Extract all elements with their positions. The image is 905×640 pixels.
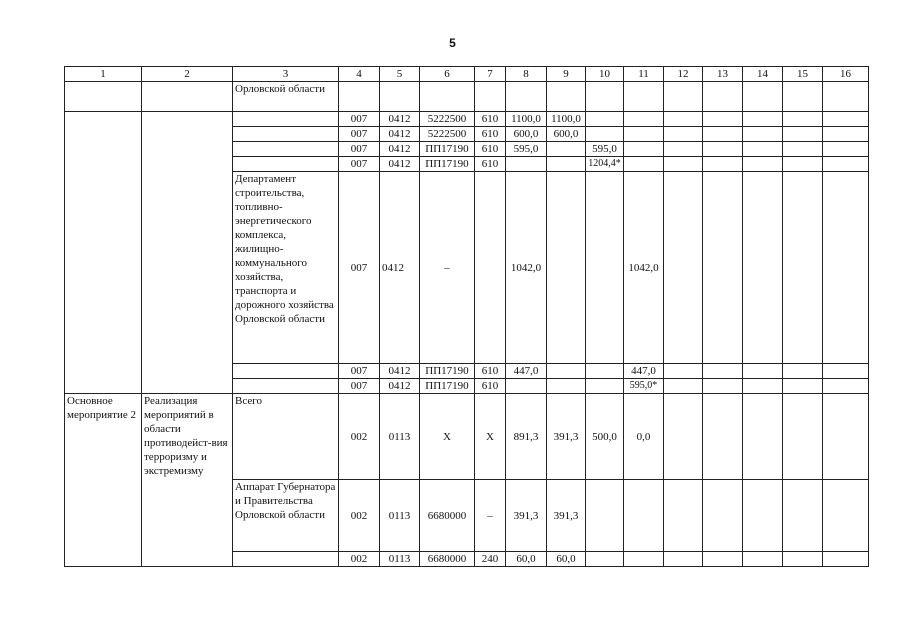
cell-grbs: 002 — [339, 552, 380, 567]
table-cell — [743, 82, 783, 112]
cell-grbs: 007 — [339, 127, 380, 142]
table-cell — [586, 82, 624, 112]
table-cell — [624, 157, 664, 172]
table-cell — [783, 480, 823, 552]
cell-grbs: 007 — [339, 157, 380, 172]
cell-total: 391,3 — [506, 480, 547, 552]
table-cell — [547, 142, 586, 157]
header-cell: 1 — [65, 67, 142, 82]
header-cell: 16 — [823, 67, 869, 82]
cell-grbs: 007 — [339, 112, 380, 127]
table-cell — [506, 379, 547, 394]
recipient-cell: Аппарат Губернатора и Правительства Орловской области — [233, 480, 339, 552]
table-cell — [703, 379, 743, 394]
cell-section: 0113 — [380, 394, 420, 480]
table-cell — [664, 82, 703, 112]
cell-section: 0113 — [380, 480, 420, 552]
cell-total: 447,0 — [506, 364, 547, 379]
cell-expense-type: 610 — [475, 364, 506, 379]
header-cell: 6 — [420, 67, 475, 82]
header-cell: 4 — [339, 67, 380, 82]
recipient-cell: Всего — [233, 394, 339, 480]
table-cell — [664, 552, 703, 567]
table-cell — [743, 112, 783, 127]
recipient-cell: Орловской области — [233, 82, 339, 112]
table-cell — [703, 82, 743, 112]
table-cell — [547, 364, 586, 379]
table-row — [65, 394, 869, 480]
cell-section: 0412 — [380, 157, 420, 172]
cell-expense-type: 610 — [475, 112, 506, 127]
cell-year1: 391,3 — [547, 480, 586, 552]
table-cell — [475, 172, 506, 364]
table-cell — [703, 112, 743, 127]
table-cell — [703, 127, 743, 142]
cell-total: 1042,0 — [506, 172, 547, 364]
cell-year3: 0,0 — [624, 394, 664, 480]
table-cell — [783, 112, 823, 127]
recipient-cell: Департамент строительства, топливно-энергетического комплекса, жилищно-коммунального хозяйства, транспорта и дорожного хозяйства Орловской области — [233, 172, 339, 364]
cell-target: ПП17190 — [420, 379, 475, 394]
table-cell — [743, 157, 783, 172]
cell-target: Х — [420, 394, 475, 480]
table-cell — [586, 552, 624, 567]
cell-target: 5222500 — [420, 127, 475, 142]
table-cell — [65, 112, 142, 394]
header-cell: 5 — [380, 67, 420, 82]
table-cell — [233, 112, 339, 127]
table-cell — [823, 82, 869, 112]
cell-section: 0412 — [380, 127, 420, 142]
cell-expense-type: 610 — [475, 127, 506, 142]
table-cell — [743, 364, 783, 379]
table-cell — [664, 379, 703, 394]
table-cell — [664, 394, 703, 480]
table-cell — [743, 142, 783, 157]
table-cell — [823, 480, 869, 552]
measure-status-cell: Основное мероприятие 2 — [65, 394, 142, 567]
table-cell — [703, 157, 743, 172]
header-cell: 8 — [506, 67, 547, 82]
header-cell: 11 — [624, 67, 664, 82]
cell-target: ПП17190 — [420, 364, 475, 379]
table-cell — [783, 379, 823, 394]
table-cell — [664, 157, 703, 172]
header-cell: 7 — [475, 67, 506, 82]
table-cell — [823, 394, 869, 480]
table-cell — [703, 364, 743, 379]
table-cell — [664, 364, 703, 379]
cell-expense-type: 610 — [475, 142, 506, 157]
header-cell: 3 — [233, 67, 339, 82]
cell-target: – — [420, 172, 475, 364]
table-cell — [783, 142, 823, 157]
cell-grbs: 007 — [339, 142, 380, 157]
cell-grbs: 007 — [339, 364, 380, 379]
table-cell — [233, 142, 339, 157]
cell-total: 60,0 — [506, 552, 547, 567]
header-cell: 15 — [783, 67, 823, 82]
cell-section: 0412 — [380, 112, 420, 127]
table-cell — [823, 552, 869, 567]
cell-year1: 1100,0 — [547, 112, 586, 127]
cell-year1: 60,0 — [547, 552, 586, 567]
table-cell — [823, 364, 869, 379]
cell-section: 0412 — [380, 142, 420, 157]
table-cell — [586, 127, 624, 142]
header-row — [65, 67, 869, 82]
cell-section: 0412 — [380, 364, 420, 379]
cell-year2: 1204,4* — [586, 157, 624, 172]
table-cell — [743, 552, 783, 567]
table-cell — [624, 127, 664, 142]
table-cell — [233, 379, 339, 394]
table-cell — [420, 82, 475, 112]
cell-total: 600,0 — [506, 127, 547, 142]
table-cell — [624, 112, 664, 127]
header-cell: 2 — [142, 67, 233, 82]
header-cell: 13 — [703, 67, 743, 82]
cell-expense-type: Х — [475, 394, 506, 480]
table-cell — [506, 82, 547, 112]
table-cell — [624, 480, 664, 552]
cell-year1: 391,3 — [547, 394, 586, 480]
table-cell — [664, 112, 703, 127]
cell-grbs: 002 — [339, 394, 380, 480]
table-cell — [743, 172, 783, 364]
table-cell — [703, 552, 743, 567]
table-cell — [783, 82, 823, 112]
budget-table — [64, 66, 869, 567]
table-cell — [339, 82, 380, 112]
cell-target: ПП17190 — [420, 157, 475, 172]
table-cell — [506, 157, 547, 172]
cell-grbs: 007 — [339, 172, 380, 364]
table-cell — [624, 552, 664, 567]
cell-year3: 595,0* — [624, 379, 664, 394]
cell-total: 1100,0 — [506, 112, 547, 127]
table-cell — [743, 394, 783, 480]
cell-year1: 600,0 — [547, 127, 586, 142]
table-cell — [547, 82, 586, 112]
table-cell — [624, 142, 664, 157]
table-cell — [664, 172, 703, 364]
table-cell — [823, 172, 869, 364]
table-cell — [65, 82, 142, 112]
header-cell: 14 — [743, 67, 783, 82]
table-cell — [823, 142, 869, 157]
table-cell — [703, 142, 743, 157]
cell-section: 0412 — [380, 172, 420, 364]
table-cell — [233, 364, 339, 379]
table-cell — [664, 127, 703, 142]
table-cell — [703, 172, 743, 364]
table-cell — [703, 480, 743, 552]
table-cell — [380, 82, 420, 112]
table-cell — [783, 157, 823, 172]
table-row — [65, 82, 869, 112]
cell-year3: 1042,0 — [624, 172, 664, 364]
cell-year3: 447,0 — [624, 364, 664, 379]
table-cell — [823, 379, 869, 394]
table-cell — [743, 127, 783, 142]
table-cell — [664, 142, 703, 157]
table-cell — [586, 112, 624, 127]
cell-expense-type: 240 — [475, 552, 506, 567]
table-row — [65, 112, 869, 127]
table-cell — [586, 172, 624, 364]
table-cell — [823, 112, 869, 127]
cell-total: 595,0 — [506, 142, 547, 157]
table-cell — [823, 157, 869, 172]
table-cell — [475, 82, 506, 112]
header-cell: 9 — [547, 67, 586, 82]
table-cell — [783, 172, 823, 364]
table-cell — [142, 82, 233, 112]
table-cell — [783, 394, 823, 480]
cell-section: 0113 — [380, 552, 420, 567]
table-cell — [743, 480, 783, 552]
table-cell — [624, 82, 664, 112]
cell-grbs: 007 — [339, 379, 380, 394]
table-cell — [823, 127, 869, 142]
table-cell — [586, 364, 624, 379]
cell-target: 5222500 — [420, 112, 475, 127]
table-cell — [233, 127, 339, 142]
table-cell — [233, 157, 339, 172]
table-cell — [783, 364, 823, 379]
cell-year2: 500,0 — [586, 394, 624, 480]
cell-target: ПП17190 — [420, 142, 475, 157]
header-cell: 12 — [664, 67, 703, 82]
table-cell — [547, 157, 586, 172]
table-cell — [233, 552, 339, 567]
table-cell — [664, 480, 703, 552]
table-cell — [547, 379, 586, 394]
table-cell — [743, 379, 783, 394]
header-cell: 10 — [586, 67, 624, 82]
measure-name-cell: Реализация мероприятий в области противодейст-вия терроризму и экстремизму — [142, 394, 233, 567]
cell-expense-type: 610 — [475, 379, 506, 394]
cell-year2: 595,0 — [586, 142, 624, 157]
table-cell — [586, 480, 624, 552]
cell-total: 891,3 — [506, 394, 547, 480]
cell-expense-type: 610 — [475, 157, 506, 172]
cell-grbs: 002 — [339, 480, 380, 552]
cell-target: 6680000 — [420, 480, 475, 552]
table-cell — [703, 394, 743, 480]
table-cell — [586, 379, 624, 394]
table-cell — [547, 172, 586, 364]
cell-section: 0412 — [380, 379, 420, 394]
page-number: 5 — [449, 36, 456, 50]
table-cell — [783, 127, 823, 142]
cell-target: 6680000 — [420, 552, 475, 567]
cell-expense-type: – — [475, 480, 506, 552]
table-cell — [783, 552, 823, 567]
table-cell — [142, 112, 233, 394]
